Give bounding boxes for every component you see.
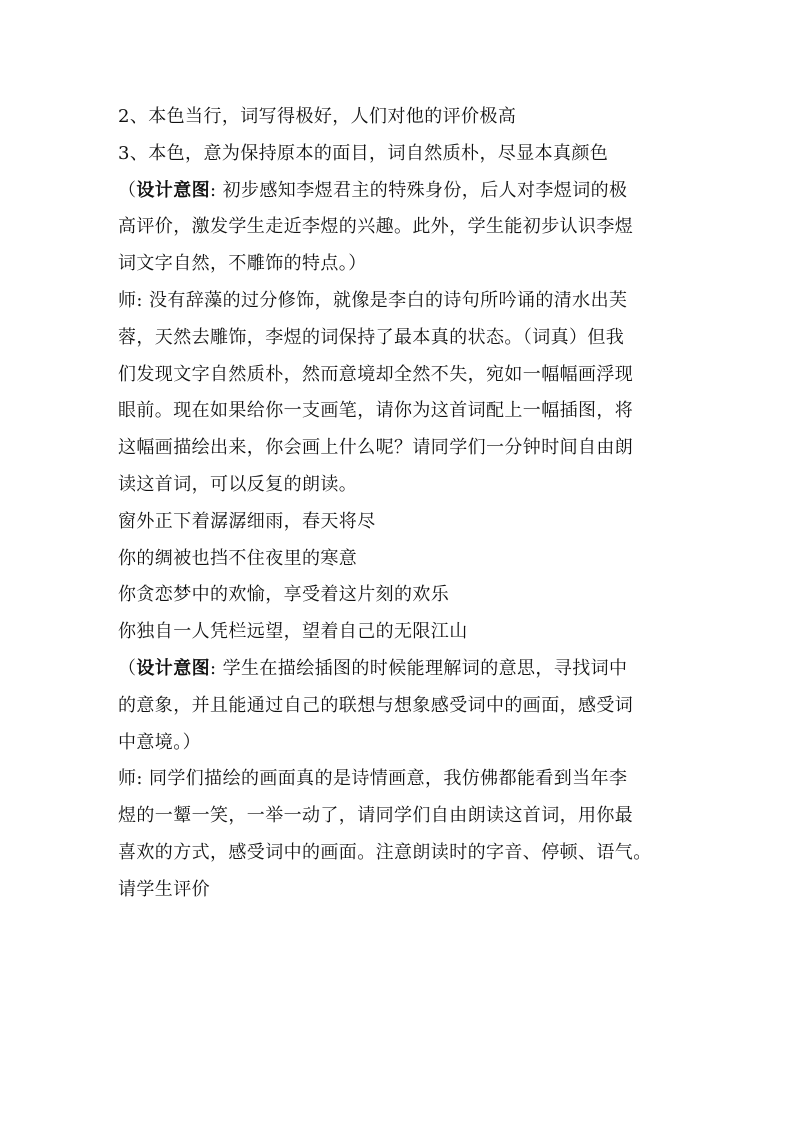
text-line: 蓉，天然去雕饰，李煜的词保持了最本真的状态。（词真）但我 xyxy=(118,326,625,348)
design-intent-label: 设计意图 xyxy=(136,179,211,201)
text-line: 3、本色，意为保持原本的面目，词自然质朴，尽显本真颜色 xyxy=(118,142,609,164)
text-line: 请学生评价 xyxy=(118,878,210,900)
poem-line: 窗外正下着潺潺细雨，春天将尽 xyxy=(118,510,376,532)
design-intent-line xyxy=(118,173,678,210)
text-line: 眼前。现在如果给你一支画笔，请你为这首词配上一幅插图，将 xyxy=(118,400,634,422)
poem-line: 你独自一人凭栏远望，望着自己的无限江山 xyxy=(118,621,468,643)
open-paren: （ xyxy=(118,657,137,679)
poem-line: 你的绸被也挡不住夜里的寒意 xyxy=(118,547,358,569)
text-span: : 学生在描绘插图的时候能理解词的意思，寻找词中 xyxy=(210,657,628,679)
open-paren: （ xyxy=(118,179,137,201)
text-line: 们发现文字自然质朴，然而意境却全然不失，宛如一幅幅画浮现 xyxy=(118,363,634,385)
text-line: 2、本色当行，词写得极好，人们对他的评价极高 xyxy=(118,106,517,127)
text-line: 词文字自然，不雕饰的特点。） xyxy=(118,253,367,275)
document-body xyxy=(118,99,678,909)
text-line: 喜欢的方式，感受词中的画面。注意朗读时的字音、停顿、语气。 xyxy=(118,841,652,863)
poem-line: 你贪恋梦中的欢愉，享受着这片刻的欢乐 xyxy=(118,584,450,606)
text-line: 师: 同学们描绘的画面真的是诗情画意，我仿佛都能看到当年李 xyxy=(118,768,628,790)
text-line: 中意境。） xyxy=(118,731,201,753)
design-intent-line xyxy=(118,651,678,688)
text-line: 的意象，并且能通过自己的联想与想象感受词中的画面，感受词 xyxy=(118,694,634,716)
text-line: 这幅画描绘出来，你会画上什么呢？请同学们一分钟时间自由朗 xyxy=(118,437,634,459)
design-intent-label: 设计意图 xyxy=(136,657,211,679)
text-line: 煜的一颦一笑，一举一动了，请同学们自由朗读这首词，用你最 xyxy=(118,805,634,827)
text-span: : 初步感知李煜君主的特殊身份，后人对李煜词的极 xyxy=(210,179,628,201)
text-line: 高评价，激发学生走近李煜的兴趣。此外，学生能初步认识李煜 xyxy=(118,216,634,238)
text-line: 师: 没有辞藻的过分修饰，就像是李白的诗句所吟诵的清水出芙 xyxy=(118,289,628,311)
text-line: 读这首词，可以反复的朗读。 xyxy=(118,473,358,495)
